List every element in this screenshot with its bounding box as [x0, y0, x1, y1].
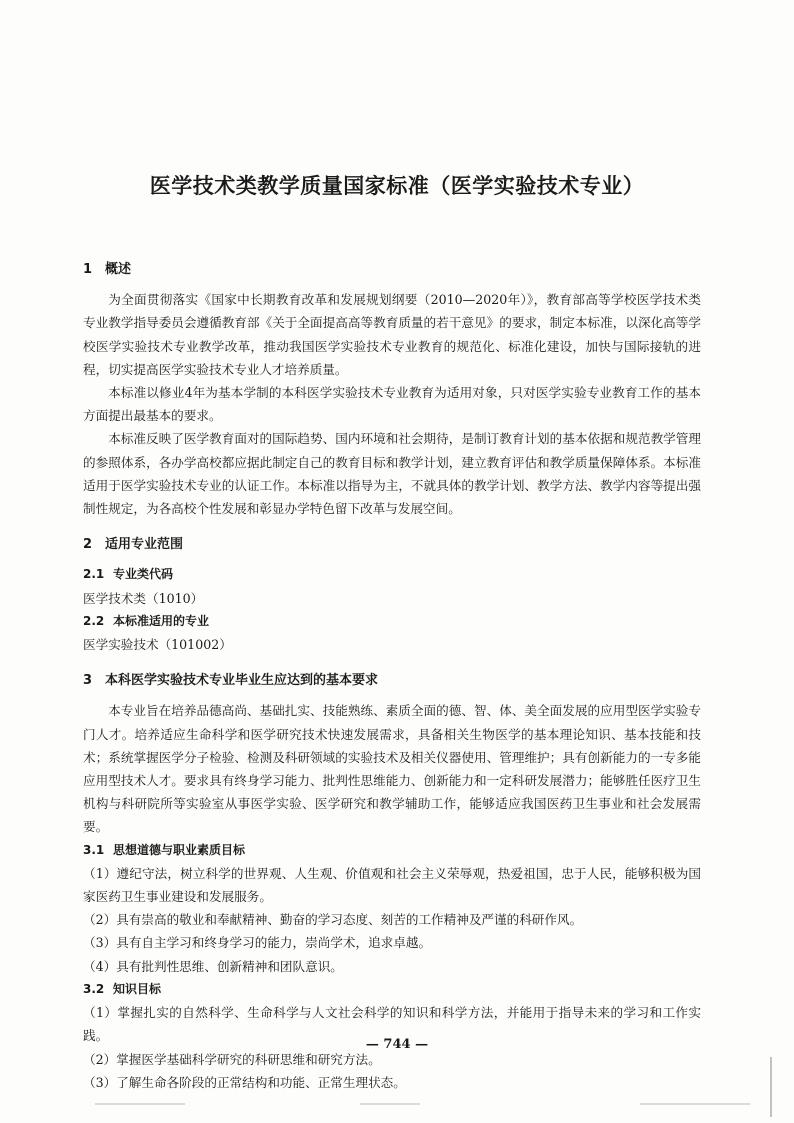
subsection-number: 2.1	[83, 567, 105, 582]
scan-artifact	[360, 1103, 420, 1105]
subsection-heading	[83, 839, 701, 862]
section-number: 3	[83, 673, 93, 689]
scan-artifact	[640, 1103, 750, 1105]
section-heading-requirements	[83, 669, 701, 692]
subsection-heading	[83, 563, 701, 586]
section-title: 适用专业范围	[105, 537, 184, 553]
subsection-number: 3.1	[83, 842, 105, 857]
list-item: （2）掌握医学基础科学研究的科研思维和研究方法。	[83, 1051, 381, 1067]
subsection-title: 思想道德与职业素质目标	[113, 842, 246, 857]
document-body	[83, 258, 701, 1094]
list-item: （2）具有崇高的敬业和奉献精神、勤奋的学习态度、刻苦的工作精神及严谨的科研作风。	[83, 912, 583, 928]
page-number: — 744 —	[365, 1037, 429, 1052]
subsection-title: 专业类代码	[113, 567, 174, 582]
paragraph: 本标准以修业4年为基本学制的本科医学实验技术专业教育为适用对象，只对医学实验专业教育工作的基本方面提出最基本的要求。	[83, 385, 701, 424]
subsection-number: 2.2	[83, 613, 105, 628]
major-code: 医学实验技术（101002）	[83, 637, 232, 653]
scan-edge	[770, 1057, 772, 1117]
section-title: 概述	[105, 262, 132, 277]
paragraph: 为全面贯彻落实《国家中长期教育改革和发展规划纲要（2010—2020年）》，教育部高等学校医学技术类专业教学指导委员会遵循教育部《关于全面提高高等教育质量的若干意见》的要求，制定本标准，以深化高等学校医学实验技术专业教学改革，推动我国医学实验技术专业教育的规范化、标准化建设，加快与国际接轨的进程，切实提高医学实验技术专业人才培养质量。	[83, 292, 701, 377]
list-item: （4）具有批判性思维、创新精神和团队意识。	[83, 958, 343, 974]
scan-artifact	[95, 1103, 185, 1105]
document-title: 医学技术类教学质量国家标准（医学实验技术专业）	[149, 174, 645, 198]
list-item: （1）遵纪守法，树立科学的世界观、人生观、价值观和社会主义荣辱观，热爱祖国，忠于人民，能够积极为国家医药卫生事业建设和发展服务。	[83, 865, 701, 905]
subsection-heading	[83, 978, 701, 1001]
subsection-title: 知识目标	[113, 981, 162, 996]
list-item: （1）掌握扎实的自然科学、生命科学与人文社会科学的知识和科学方法，并能用于指导未来的学习和工作实践。	[83, 1005, 701, 1044]
section-number: 2	[83, 537, 93, 553]
category-code: 医学技术类（1010）	[83, 590, 204, 606]
paragraph: 本标准反映了医学教育面对的国际趋势、国内环境和社会期待，是制订教育计划的基本依据和规范教学管理的参照体系，各办学高校都应据此制定自己的教育目标和教学计划，建立教育评估和教学质量保障体系。本标准适用于医学实验技术专业的认证工作。本标准以指导为主，不就具体的教学计划、教学方法、教学内容等提出强制性规定，为各高校个性发展和彰显办学特色留下改革与发展空间。	[83, 431, 701, 517]
list-item: （3）了解生命各阶段的正常结构和功能、正常生理状态。	[83, 1074, 406, 1090]
section-number: 1	[83, 262, 93, 277]
subsection-number: 3.2	[83, 981, 105, 996]
paragraph: 本专业旨在培养品德高尚、基础扎实、技能熟练、素质全面的德、智、体、美全面发展的应用型医学实验专门人才。培养适应生命科学和医学研究技术快速发展需求，具备相关生物医学的基本理论知识、基本技能和技术；系统掌握医学分子检验、检测及科研领域的实验技术及相关仪器使用、管理维护；具有创新能力的一专多能应用型技术人才。要求具有终身学习能力、批判性思维能力、创新能力和一定科研发展潜力；能够胜任医疗卫生机构与科研院所等实验室从事医学实验、医学研究和教学辅助工作，能够适应我国医药卫生事业和社会发展需要。	[83, 703, 701, 835]
section-heading-scope	[83, 533, 701, 556]
list-item: （3）具有自主学习和终身学习的能力，崇尚学术，追求卓越。	[83, 935, 432, 951]
subsection-title: 本标准适用的专业	[113, 613, 210, 628]
subsection-heading	[83, 610, 701, 633]
section-title: 本科医学实验技术专业毕业生应达到的基本要求	[105, 673, 379, 689]
section-heading-overview	[83, 258, 701, 281]
